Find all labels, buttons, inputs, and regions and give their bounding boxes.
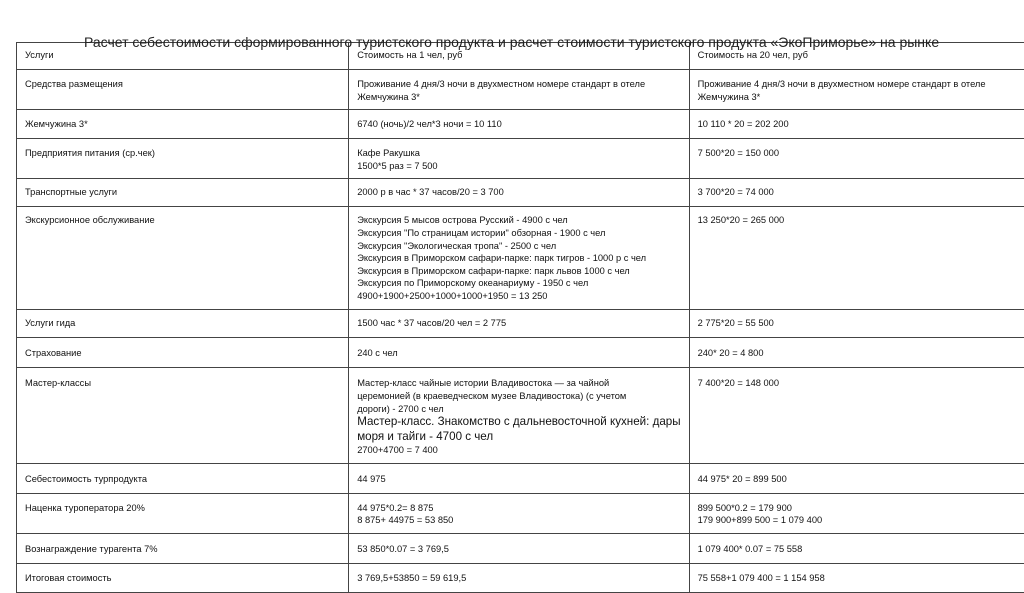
cell-line: Экскурсия в Приморском сафари-парке: парк львов 1000 с чел <box>357 265 680 278</box>
cell-line: 1500 час * 37 часов/20 чел = 2 775 <box>357 317 680 330</box>
cell-line: Кафе Ракушка <box>357 147 680 160</box>
cost-20-cell <box>689 463 1024 493</box>
table-row <box>17 533 1024 563</box>
header-cell-services: Услуги <box>17 43 349 70</box>
cell-line: 3 700*20 = 74 000 <box>698 186 1024 199</box>
service-cell: Экскурсионное обслуживание <box>17 207 349 310</box>
table-row <box>17 179 1024 207</box>
service-cell: Себестоимость турпродукта <box>17 463 349 493</box>
cell-line: 899 500*0.2 = 179 900 <box>698 502 1024 515</box>
cell-line: 44 975* 20 = 899 500 <box>698 473 1024 486</box>
cell-line: дороги) - 2700 с чел <box>357 403 680 416</box>
cell-line: Экскурсия 5 мысов острова Русский - 4900 с чел <box>357 214 680 227</box>
cost-20-cell <box>689 493 1024 533</box>
cell-line: 53 850*0.07 = 3 769,5 <box>357 543 680 556</box>
cost-20-cell <box>689 110 1024 139</box>
cost-20-cell <box>689 179 1024 207</box>
service-cell: Вознаграждение турагента 7% <box>17 533 349 563</box>
cell-line: 240 с чел <box>357 347 680 360</box>
page-title: Расчет себестоимости сформированного туристского продукта и расчет стоимости туристского продукта «ЭкоПриморье» на рынке <box>84 34 939 50</box>
cell-line: Жемчужина 3* <box>357 91 680 104</box>
cell-line: Экскурсия "Экологическая тропа" - 2500 с чел <box>357 240 680 253</box>
cell-line: Жемчужина 3* <box>698 91 1024 104</box>
cost-table <box>16 42 1024 593</box>
cell-line: Проживание 4 дня/3 ночи в двухместном номере стандарт в отеле <box>698 78 1024 91</box>
table-row <box>17 310 1024 338</box>
cost-1-cell <box>349 493 689 533</box>
table-row <box>17 493 1024 533</box>
cell-line: 3 769,5+53850 = 59 619,5 <box>357 572 680 585</box>
cell-line: моря и тайги - 4700 с чел <box>357 430 680 445</box>
cell-line: Мастер-класс. Знакомство с дальневосточной кухней: дары <box>357 415 680 430</box>
cost-1-cell <box>349 139 689 179</box>
cell-line: 44 975*0.2= 8 875 <box>357 502 680 515</box>
cost-20-cell <box>689 207 1024 310</box>
cell-line: Экскурсия "По страницам истории" обзорная - 1900 с чел <box>357 227 680 240</box>
cell-line: 1 079 400* 0.07 = 75 558 <box>698 543 1024 556</box>
table-row <box>17 70 1024 110</box>
service-cell: Итоговая стоимость <box>17 563 349 592</box>
cost-20-cell <box>689 533 1024 563</box>
cost-1-cell <box>349 563 689 592</box>
cost-20-cell <box>689 368 1024 463</box>
cost-1-cell <box>349 368 689 463</box>
cell-line: Проживание 4 дня/3 ночи в двухместном номере стандарт в отеле <box>357 78 680 91</box>
service-cell: Мастер-классы <box>17 368 349 463</box>
service-cell: Наценка туроператора 20% <box>17 493 349 533</box>
service-cell: Услуги гида <box>17 310 349 338</box>
cost-20-cell <box>689 563 1024 592</box>
cell-line: 4900+1900+2500+1000+1000+1950 = 13 250 <box>357 290 680 303</box>
table-row <box>17 338 1024 368</box>
cost-1-cell <box>349 338 689 368</box>
cost-20-cell <box>689 139 1024 179</box>
cost-20-cell <box>689 338 1024 368</box>
cell-line: 13 250*20 = 265 000 <box>698 214 1024 227</box>
header-cell-cost-1: Стоимость на 1 чел, руб <box>349 43 689 70</box>
service-cell: Жемчужина 3* <box>17 110 349 139</box>
table-row <box>17 207 1024 310</box>
service-cell: Транспортные услуги <box>17 179 349 207</box>
table-row <box>17 463 1024 493</box>
cell-line: 1500*5 раз = 7 500 <box>357 160 680 173</box>
cell-line: 6740 (ночь)/2 чел*3 ночи = 10 110 <box>357 118 680 131</box>
cost-20-cell <box>689 310 1024 338</box>
cell-line: 44 975 <box>357 473 680 486</box>
service-cell: Страхование <box>17 338 349 368</box>
cell-line: 2000 р в час * 37 часов/20 = 3 700 <box>357 186 680 199</box>
cost-1-cell <box>349 463 689 493</box>
table-row <box>17 139 1024 179</box>
cell-line: Мастер-класс чайные истории Владивостока — за чайной <box>357 377 680 390</box>
cell-line: 7 400*20 = 148 000 <box>698 377 1024 390</box>
cell-line: 240* 20 = 4 800 <box>698 347 1024 360</box>
service-cell: Предприятия питания (ср.чек) <box>17 139 349 179</box>
table-row <box>17 563 1024 592</box>
table-row <box>17 110 1024 139</box>
cell-line: Экскурсия по Приморскому океанариуму - 1950 с чел <box>357 277 680 290</box>
cost-1-cell <box>349 70 689 110</box>
cell-line: 2 775*20 = 55 500 <box>698 317 1024 330</box>
cell-line: 7 500*20 = 150 000 <box>698 147 1024 160</box>
cell-line: церемонией (в краеведческом музее Владивостока) (с учетом <box>357 390 680 403</box>
table-row <box>17 368 1024 463</box>
cell-line: Экскурсия в Приморском сафари-парке: парк тигров - 1000 р с чел <box>357 252 680 265</box>
cost-1-cell <box>349 179 689 207</box>
cost-1-cell <box>349 207 689 310</box>
cost-1-cell <box>349 110 689 139</box>
cost-20-cell <box>689 70 1024 110</box>
cell-line: 75 558+1 079 400 = 1 154 958 <box>698 572 1024 585</box>
cost-1-cell <box>349 533 689 563</box>
cell-line: 10 110 * 20 = 202 200 <box>698 118 1024 131</box>
cell-line: 179 900+899 500 = 1 079 400 <box>698 514 1024 527</box>
header-cell-cost-20: Стоимость на 20 чел, руб <box>689 43 1024 70</box>
service-cell: Средства размещения <box>17 70 349 110</box>
cell-line: 2700+4700 = 7 400 <box>357 444 680 457</box>
cell-line: 8 875+ 44975 = 53 850 <box>357 514 680 527</box>
cost-1-cell <box>349 310 689 338</box>
